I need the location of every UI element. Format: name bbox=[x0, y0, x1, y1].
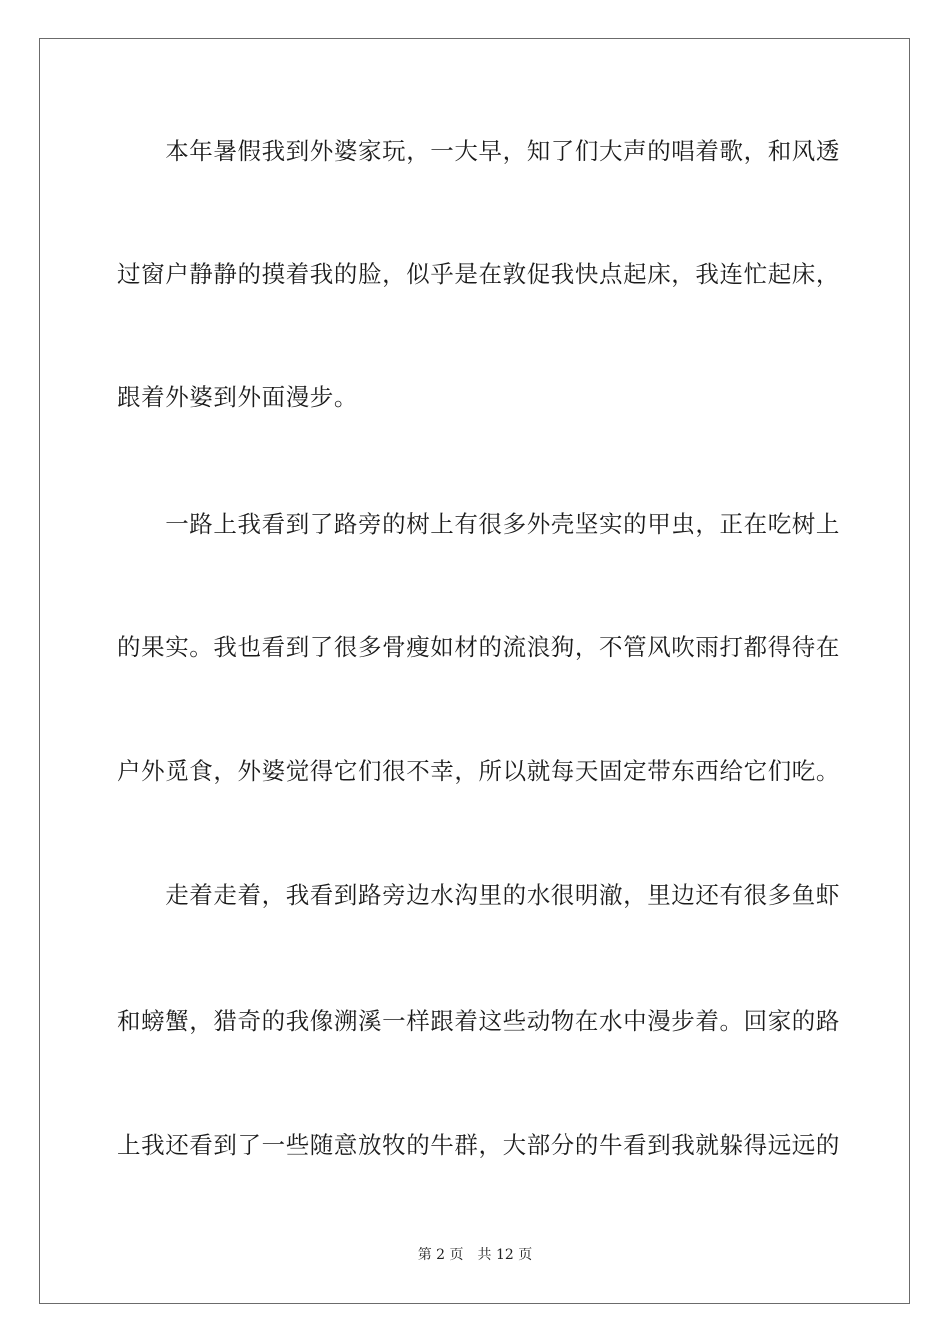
page-footer bbox=[0, 1245, 950, 1265]
paragraph-line-3: 跟着外婆到外面漫步。 bbox=[117, 383, 358, 411]
paragraph-line-1: 本年暑假我到外婆家玩，一大早，知了们大声的唱着歌，和风透 bbox=[117, 137, 840, 165]
page-number: 第 2 页 bbox=[417, 1247, 464, 1263]
paragraph-line-9: 上我还看到了一些随意放牧的牛群，大部分的牛看到我就躲得远远的 bbox=[117, 1131, 840, 1159]
paragraph-line-4: 一路上我看到了路旁的树上有很多外壳坚实的甲虫，正在吃树上 bbox=[117, 510, 840, 538]
paragraph-line-6: 户外觅食，外婆觉得它们很不幸，所以就每天固定带东西给它们吃。 bbox=[117, 757, 840, 785]
page-total: 共 12 页 bbox=[477, 1247, 533, 1263]
paragraph-line-2: 过窗户静静的摸着我的脸，似乎是在敦促我快点起床，我连忙起床， bbox=[117, 260, 840, 288]
paragraph-line-5: 的果实。我也看到了很多骨瘦如材的流浪狗，不管风吹雨打都得待在 bbox=[117, 633, 840, 661]
paragraph-line-8: 和螃蟹，猎奇的我像溯溪一样跟着这些动物在水中漫步着。回家的路 bbox=[117, 1007, 840, 1035]
paragraph-line-7: 走着走着，我看到路旁边水沟里的水很明澈，里边还有很多鱼虾 bbox=[117, 881, 840, 909]
page-border bbox=[39, 38, 910, 1304]
